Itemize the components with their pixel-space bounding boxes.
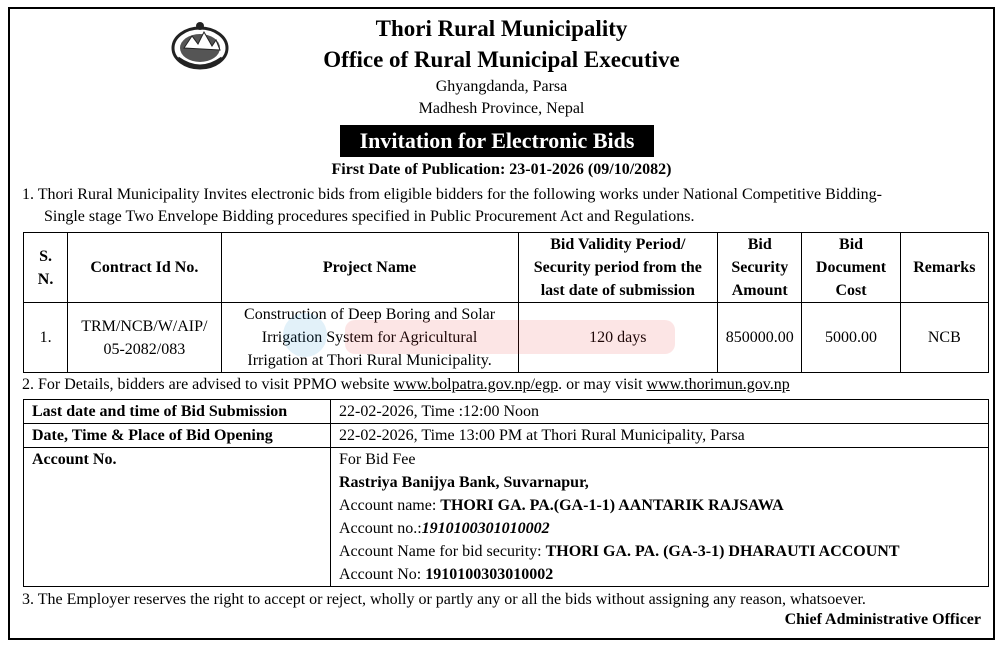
fee-label: For Bid Fee — [339, 451, 416, 468]
address-line-2: Madhesh Province, Nepal — [418, 100, 585, 117]
signature: Chief Administrative Officer — [784, 611, 981, 628]
cell-sn: 1. — [24, 303, 68, 373]
security-account-name-line: Account Name for bid security: THORI GA. PA. (GA-3-1) DHARAUTI ACCOUNT — [339, 543, 900, 560]
org-name: Thori Rural Municipality — [375, 16, 628, 41]
opening-value: 22-02-2026, Time 13:00 PM at Thori Rural Municipality, Parsa — [331, 424, 989, 448]
security-account-no-line: Account No: 1910100303010002 — [339, 566, 554, 583]
account-no-line: Account no.:1910100301010002 — [339, 520, 550, 537]
table-row — [24, 303, 989, 373]
para-2-text: 2. For Details, bidders are advised to visit PPMO website — [22, 376, 394, 393]
bid-table — [23, 232, 989, 373]
table-row — [24, 448, 989, 587]
submission-value: 22-02-2026, Time :12:00 Noon — [331, 400, 989, 424]
submission-label: Last date and time of Bid Submission — [24, 400, 331, 424]
col-header-project: Project Name — [221, 233, 518, 303]
para-1-line-1: Thori Rural Municipality Invites electronic bids from eligible bidders for the following works under National Competitive Bidding- — [37, 186, 882, 203]
col-header-validity: Bid Validity Period/ Security period from the last date of submission — [518, 233, 718, 303]
bank-name: Rastriya Banijya Bank, Suvarnapur, — [339, 474, 589, 491]
col-header-document: Bid Document Cost — [802, 233, 900, 303]
office-name: Office of Rural Municipal Executive — [323, 47, 680, 72]
para-1-line-2: Single stage Two Envelope Bidding procedures specified in Public Procurement Act and Regulations. — [44, 208, 695, 225]
cell-remarks: NCB — [900, 303, 988, 373]
cell-security: 850000.00 — [718, 303, 802, 373]
account-details — [331, 448, 989, 587]
account-name-line: Account name: THORI GA. PA.(GA-1-1) AANTARIK RAJSAWA — [339, 497, 784, 514]
paragraph-2 — [22, 374, 790, 396]
cell-contract: TRM/NCB/W/AIP/ 05-2082/083 — [68, 303, 221, 373]
thorimun-link[interactable]: www.thorimun.gov.np — [646, 376, 790, 393]
col-header-contract: Contract Id No. — [68, 233, 221, 303]
para-2-middle: . or may visit — [558, 376, 647, 393]
opening-label: Date, Time & Place of Bid Opening — [24, 424, 331, 448]
cell-document: 5000.00 — [802, 303, 900, 373]
table-row — [24, 400, 989, 424]
details-table — [23, 399, 989, 587]
para-number: 1. — [22, 186, 34, 203]
col-header-remarks: Remarks — [900, 233, 988, 303]
bolpatra-link[interactable]: www.bolpatra.gov.np/egp — [393, 376, 559, 393]
cell-validity: 120 days — [518, 303, 718, 373]
table-header-row — [24, 233, 989, 303]
col-header-security: Bid Security Amount — [718, 233, 802, 303]
col-header-sn: S. N. — [24, 233, 68, 303]
publication-date: First Date of Publication: 23-01-2026 (09/10/2082) — [331, 161, 672, 178]
cell-project: Construction of Deep Boring and Solar Irrigation System for Agricultural Irrigation at Thori Rural Municipality. — [221, 303, 518, 373]
table-row — [24, 424, 989, 448]
paragraph-3: 3. The Employer reserves the right to accept or reject, wholly or partly any or all the bids without assigning any reason, whatsoever. — [22, 591, 866, 608]
notice-title: Invitation for Electronic Bids — [340, 125, 654, 157]
paragraph-1 — [22, 184, 982, 228]
account-label: Account No. — [24, 448, 331, 587]
address-line-1: Ghyangdanda, Parsa — [435, 78, 568, 95]
